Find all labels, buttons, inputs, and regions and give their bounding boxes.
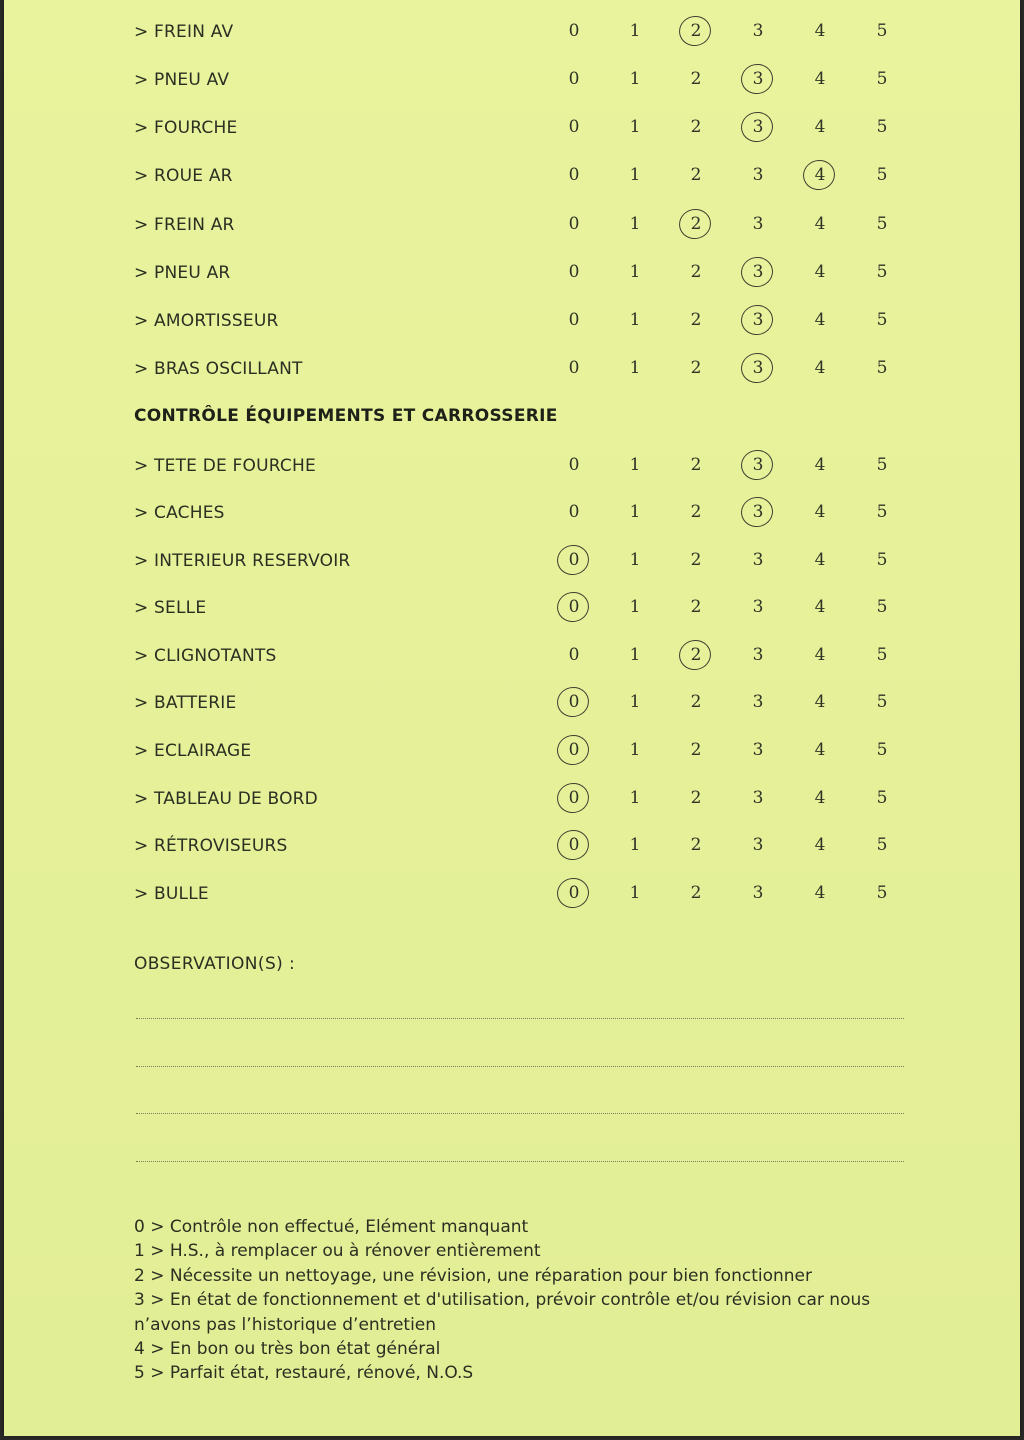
rating-option[interactable]: 3 (752, 597, 764, 617)
rating-option[interactable]: 1 (629, 692, 641, 712)
legend-line: 2 > Nécessite un nettoyage, une révision, une réparation pour bien fonctionner (134, 1265, 812, 1286)
rating-row (4, 594, 1020, 624)
legend-line: n’avons pas l’historique d’entretien (134, 1314, 437, 1335)
rating-option[interactable]: 2 (690, 883, 702, 903)
rating-option[interactable]: 2 (690, 165, 702, 185)
rating-option[interactable]: 2 (690, 740, 702, 760)
rating-option[interactable]: 5 (876, 310, 888, 330)
rating-option[interactable]: 4 (814, 692, 826, 712)
rating-option-selected[interactable]: 0 (560, 740, 588, 760)
observation-line[interactable] (136, 1066, 904, 1067)
rating-row (4, 832, 1020, 862)
rating-row (4, 499, 1020, 529)
row-label: > FOURCHE (134, 118, 238, 138)
rating-option[interactable]: 5 (876, 740, 888, 760)
row-label: > BRAS OSCILLANT (134, 359, 303, 379)
row-label: > CACHES (134, 503, 225, 523)
rating-option-selected[interactable]: 4 (806, 165, 834, 185)
rating-option[interactable]: 4 (814, 740, 826, 760)
rating-option-selected[interactable]: 0 (560, 788, 588, 808)
rating-option-selected[interactable]: 3 (744, 262, 772, 282)
rating-option[interactable]: 1 (629, 788, 641, 808)
rating-row (4, 355, 1020, 385)
row-label: > SELLE (134, 598, 207, 618)
legend-line: 4 > En bon ou très bon état général (134, 1339, 441, 1360)
rating-option[interactable]: 1 (629, 262, 641, 282)
rating-option[interactable]: 5 (876, 117, 888, 137)
rating-option[interactable]: 5 (876, 358, 888, 378)
rating-option[interactable]: 4 (814, 835, 826, 855)
rating-row (4, 18, 1020, 48)
rating-option[interactable]: 5 (876, 597, 888, 617)
rating-option[interactable]: 0 (568, 69, 580, 89)
rating-option[interactable]: 5 (876, 835, 888, 855)
rating-option[interactable]: 5 (876, 455, 888, 475)
observation-line[interactable] (136, 1113, 904, 1114)
rating-option[interactable]: 0 (568, 117, 580, 137)
rating-row (4, 880, 1020, 910)
rating-option[interactable]: 3 (752, 788, 764, 808)
row-label: > BULLE (134, 884, 209, 904)
rating-row (4, 66, 1020, 96)
rating-option[interactable]: 0 (568, 165, 580, 185)
rating-option[interactable]: 4 (814, 455, 826, 475)
rating-option[interactable]: 4 (814, 645, 826, 665)
rating-option[interactable]: 1 (629, 358, 641, 378)
rating-option-selected[interactable]: 0 (560, 597, 588, 617)
row-label: > FREIN AV (134, 22, 234, 42)
rating-option[interactable]: 2 (690, 262, 702, 282)
rating-legend (134, 1215, 914, 1386)
rating-option[interactable]: 2 (690, 550, 702, 570)
legend-line: 1 > H.S., à remplacer ou à rénover entièrement (134, 1241, 541, 1262)
inspection-form-page (4, 0, 1020, 1436)
rating-option-selected[interactable]: 3 (744, 69, 772, 89)
rating-row (4, 211, 1020, 241)
rating-option[interactable]: 2 (690, 788, 702, 808)
rating-option[interactable]: 0 (568, 645, 580, 665)
rating-option[interactable]: 4 (814, 883, 826, 903)
rating-option[interactable]: 2 (690, 117, 702, 137)
rating-option[interactable]: 3 (752, 214, 764, 234)
rating-option-selected[interactable]: 2 (682, 645, 710, 665)
rating-option-selected[interactable]: 2 (682, 214, 710, 234)
row-label: > AMORTISSEUR (134, 311, 279, 331)
rating-option[interactable]: 2 (690, 692, 702, 712)
rating-option[interactable]: 1 (629, 455, 641, 475)
rating-option[interactable]: 1 (629, 21, 641, 41)
rating-option[interactable]: 2 (690, 69, 702, 89)
rating-option[interactable]: 5 (876, 165, 888, 185)
row-label: > TETE DE FOURCHE (134, 456, 316, 476)
rating-option[interactable]: 0 (568, 502, 580, 522)
rating-option[interactable]: 1 (629, 69, 641, 89)
rating-option[interactable]: 4 (814, 214, 826, 234)
section-title: CONTRÔLE ÉQUIPEMENTS ET CARROSSERIE (134, 406, 558, 426)
rating-row (4, 547, 1020, 577)
rating-option[interactable]: 3 (752, 550, 764, 570)
rating-option[interactable]: 5 (876, 69, 888, 89)
rating-row (4, 785, 1020, 815)
rating-option[interactable]: 4 (814, 502, 826, 522)
rating-option[interactable]: 5 (876, 214, 888, 234)
rating-option[interactable]: 2 (690, 455, 702, 475)
rating-option[interactable]: 3 (752, 740, 764, 760)
rating-option[interactable]: 1 (629, 883, 641, 903)
rating-option[interactable]: 1 (629, 502, 641, 522)
row-label: > INTERIEUR RESERVOIR (134, 551, 351, 571)
rating-row (4, 162, 1020, 192)
rating-option[interactable]: 1 (629, 740, 641, 760)
rating-option[interactable]: 1 (629, 214, 641, 234)
rating-option[interactable]: 5 (876, 262, 888, 282)
rating-option[interactable]: 4 (814, 597, 826, 617)
rating-option-selected[interactable]: 3 (744, 358, 772, 378)
rating-option[interactable]: 3 (752, 883, 764, 903)
rating-option[interactable]: 5 (876, 883, 888, 903)
rating-option[interactable]: 0 (568, 262, 580, 282)
rating-option[interactable]: 5 (876, 502, 888, 522)
row-label: > FREIN AR (134, 215, 235, 235)
rating-option[interactable]: 4 (814, 69, 826, 89)
rating-option-selected[interactable]: 0 (560, 835, 588, 855)
rating-row (4, 642, 1020, 672)
rating-option[interactable]: 1 (629, 597, 641, 617)
rating-option[interactable]: 4 (814, 262, 826, 282)
row-label: > TABLEAU DE BORD (134, 789, 318, 809)
rating-option-selected[interactable]: 0 (560, 692, 588, 712)
row-label: > ECLAIRAGE (134, 741, 252, 761)
rating-option[interactable]: 2 (690, 358, 702, 378)
rating-option[interactable]: 1 (629, 310, 641, 330)
rating-option[interactable]: 1 (629, 165, 641, 185)
row-label: > CLIGNOTANTS (134, 646, 277, 666)
rating-option[interactable]: 4 (814, 21, 826, 41)
rating-option[interactable]: 5 (876, 550, 888, 570)
observations-label: OBSERVATION(S) : (134, 954, 296, 974)
rating-option[interactable]: 0 (568, 214, 580, 234)
rating-option-selected[interactable]: 3 (744, 455, 772, 475)
rating-option[interactable]: 2 (690, 310, 702, 330)
rating-option[interactable]: 2 (690, 502, 702, 522)
rating-option[interactable]: 5 (876, 21, 888, 41)
rating-option[interactable]: 3 (752, 645, 764, 665)
rating-option-selected[interactable]: 3 (744, 310, 772, 330)
rating-option[interactable]: 0 (568, 455, 580, 475)
rating-option[interactable]: 0 (568, 21, 580, 41)
row-label: > PNEU AR (134, 263, 231, 283)
rating-option-selected[interactable]: 0 (560, 883, 588, 903)
rating-option[interactable]: 3 (752, 835, 764, 855)
rating-option[interactable]: 4 (814, 117, 826, 137)
rating-row (4, 737, 1020, 767)
observation-line[interactable] (136, 1161, 904, 1162)
row-label: > RÉTROVISEURS (134, 836, 288, 856)
rating-option-selected[interactable]: 2 (682, 21, 710, 41)
row-label: > ROUE AR (134, 166, 233, 186)
rating-row (4, 114, 1020, 144)
rating-option[interactable]: 1 (629, 645, 641, 665)
rating-row (4, 689, 1020, 719)
rating-option[interactable]: 5 (876, 645, 888, 665)
rating-option[interactable]: 4 (814, 788, 826, 808)
rating-option-selected[interactable]: 0 (560, 550, 588, 570)
rating-option[interactable]: 2 (690, 835, 702, 855)
rating-option[interactable]: 1 (629, 550, 641, 570)
rating-option[interactable]: 4 (814, 310, 826, 330)
rating-option[interactable]: 3 (752, 692, 764, 712)
row-label: > PNEU AV (134, 70, 230, 90)
rating-row (4, 452, 1020, 482)
rating-option[interactable]: 0 (568, 310, 580, 330)
rating-option[interactable]: 4 (814, 358, 826, 378)
rating-option-selected[interactable]: 3 (744, 502, 772, 522)
rating-option[interactable]: 3 (752, 165, 764, 185)
rating-row (4, 259, 1020, 289)
rating-option[interactable]: 0 (568, 358, 580, 378)
row-label: > BATTERIE (134, 693, 237, 713)
rating-option[interactable]: 1 (629, 117, 641, 137)
rating-option-selected[interactable]: 3 (744, 117, 772, 137)
rating-option[interactable]: 3 (752, 21, 764, 41)
rating-option[interactable]: 5 (876, 788, 888, 808)
rating-option[interactable]: 4 (814, 550, 826, 570)
rating-option[interactable]: 1 (629, 835, 641, 855)
rating-option[interactable]: 5 (876, 692, 888, 712)
legend-line: 3 > En état de fonctionnement et d'utilisation, prévoir contrôle et/ou révision car nous (134, 1290, 871, 1311)
legend-line: 0 > Contrôle non effectué, Elément manquant (134, 1217, 529, 1237)
legend-line: 5 > Parfait état, restauré, rénové, N.O.S (134, 1363, 474, 1384)
rating-row (4, 307, 1020, 337)
rating-option[interactable]: 2 (690, 597, 702, 617)
observation-line[interactable] (136, 1018, 904, 1019)
